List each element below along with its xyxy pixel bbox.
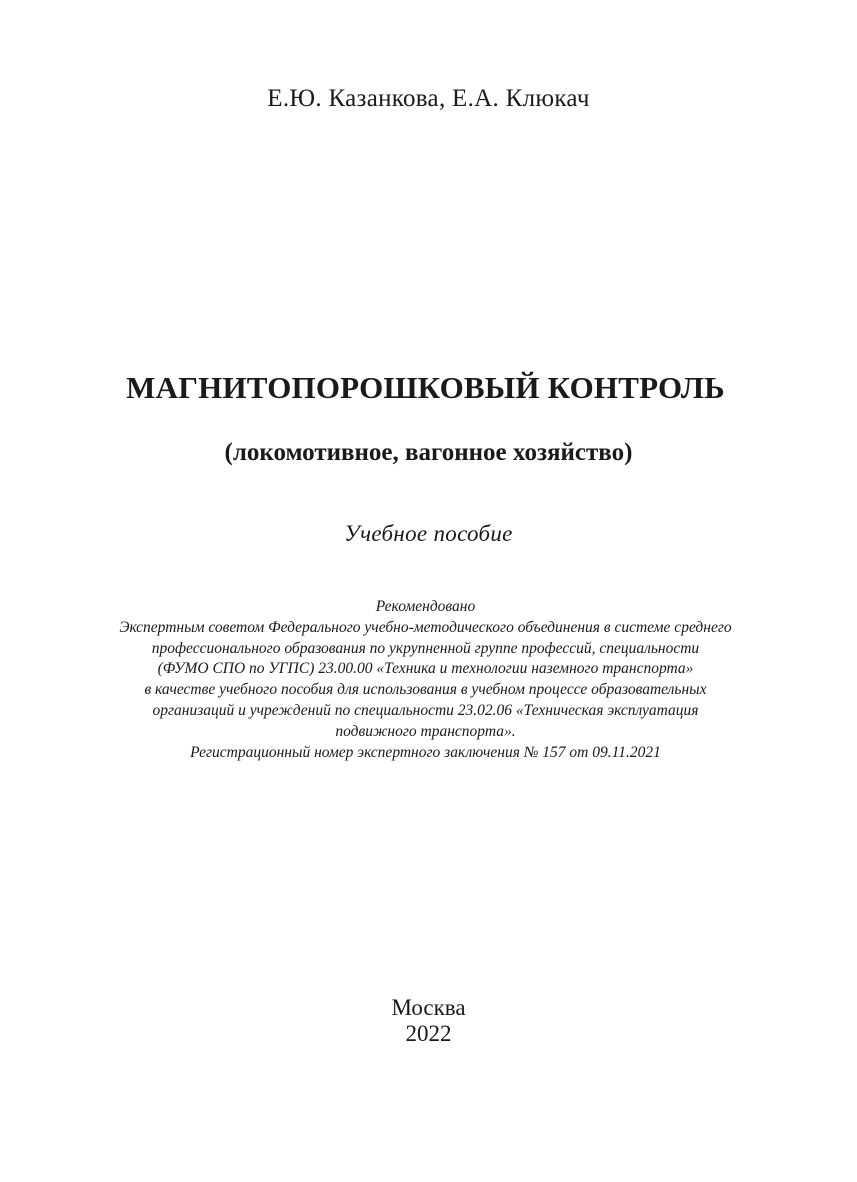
recommendation-block [0, 597, 857, 763]
recommendation-line: Экспертным советом Федерального учебно-методического объединения в системе среднего [119, 618, 732, 636]
book-type: Учебное пособие [344, 521, 513, 546]
authors: Е.Ю. Казанкова, Е.А. Клюкач [267, 85, 590, 112]
recommendation-line: профессионального образования по укрупненной группе профессий, специальности [151, 639, 700, 657]
book-subtitle: (локомотивное, вагонное хозяйство) [224, 439, 633, 466]
recommendation-line: подвижного транспорта». [335, 722, 516, 740]
recommendation-line: в качестве учебного пособия для использования в учебном процессе образовательных [144, 681, 707, 699]
publication-city: Москва [391, 995, 466, 1020]
registration-number: Регистрационный номер экспертного заключения № 157 от 09.11.2021 [190, 743, 661, 761]
recommendation-line: организаций и учреждений по специальности 23.02.06 «Техническая эксплуатация [152, 701, 699, 719]
publication-year: 2022 [405, 1021, 452, 1046]
book-title: МАГНИТОПОРОШКОВЫЙ КОНТРОЛЬ [126, 370, 725, 405]
recommendation-heading: Рекомендовано [375, 598, 476, 615]
recommendation-line: (ФУМО СПО по УГПС) 23.00.00 «Техника и технологии наземного транспорта» [157, 660, 694, 678]
